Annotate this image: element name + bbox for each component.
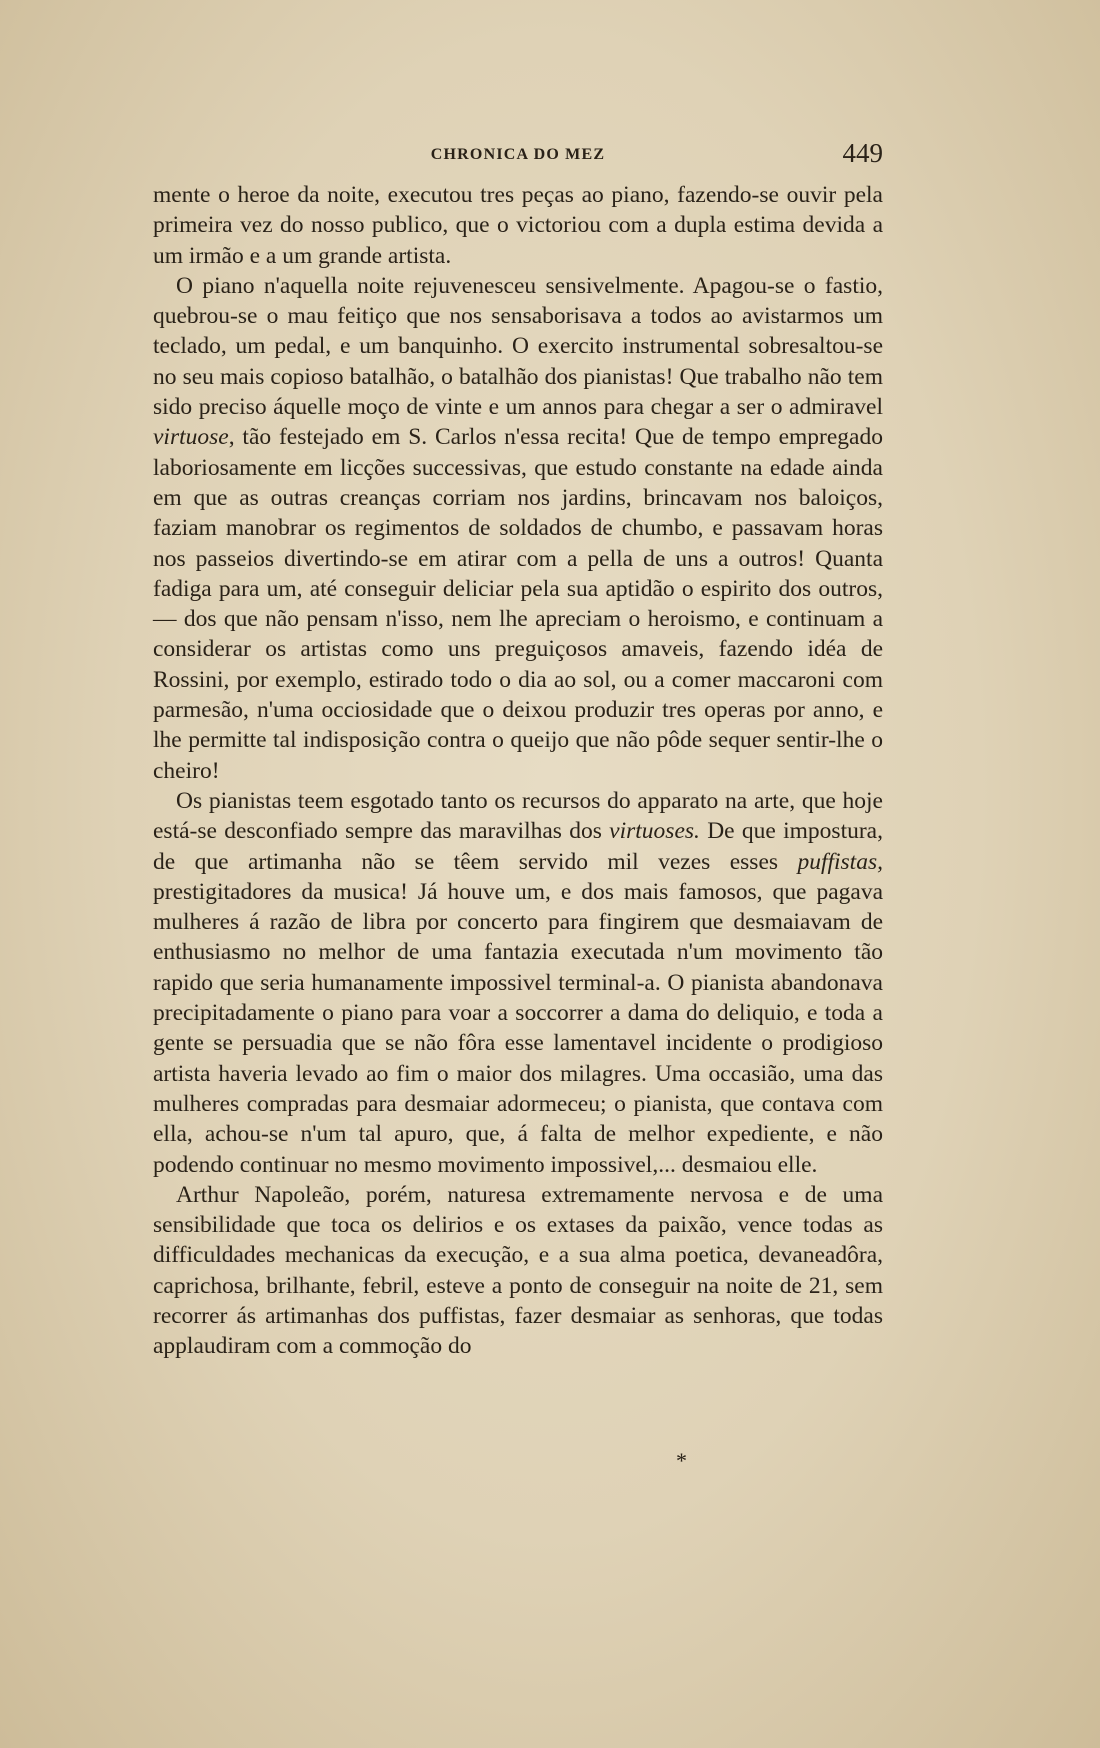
- running-head: [153, 138, 883, 172]
- text-run: prestigitadores da musica! Já houve um, e dos mais famosos, que pagava mulheres á razão de libra por concerto para fingirem que desmaiavam de enthusiasmo no melhor de uma fantazia executada n'um movimento tão rapido que seria humanamente impossivel terminal-a. O pianista abandonava precipitadamente o piano para voar a soccorrer a dama do deliquio, e toda a gente se persuadia que se não fôra esse lamentavel incidente o prodigioso artista haveria levado ao fim o maior dos milagres. Uma occasião, uma das mulheres compradas para desmaiar adormeceu; o pianista, que contava com ella, achou-se n'um tal apuro, que, á falta de melhor expediente, e não podendo continuar no mesmo movimento impossivel,... desmaiou elle.: [153, 878, 883, 1178]
- paragraph: [153, 1180, 883, 1362]
- signature-mark: *: [676, 1448, 687, 1473]
- text-run: , tão festejado em S. Carlos n'essa recita! Que de tempo empregado laboriosamente em licções successivas, que estudo constante na edade ainda em que as outras creanças corriam nos jardins, brincavam nos baloiços, faziam manobrar os regimentos de soldados de chumbo, e passavam horas nos passeios divertindo-se em atirar com a pella de uns a outros! Quanta fadiga para um, até conseguir deliciar pela sua aptidão o espirito dos outros, — dos que não pensam n'isso, nem lhe apreciam o heroismo, e continuam a considerar os artistas como uns preguiçosos amaveis, fazendo idéa de Rossini, por exemplo, estirado todo o dia ao sol, ou a comer maccaroni com parmesão, n'uma occiosidade que o deixou produzir tres operas por anno, e lhe permitte tal indisposição contra o queijo que não pôde sequer sentir-lhe o cheiro!: [153, 424, 883, 784]
- paragraph: [153, 180, 883, 271]
- text-run: O piano n'aquella noite rejuvenesceu sensivelmente. Apagou-se o fastio, quebrou-se o mau feitiço que nos sensaborisava a todos ao avistarmos um teclado, um pedal, e um banquinho. O exercito instrumental sobresaltou-se no seu mais copioso batalhão, o batalhão dos pianistas! Que trabalho não tem sido preciso áquelle moço de vinte e um annos para chegar a ser o admiravel: [153, 272, 883, 421]
- italic-text-run: virtuoses.: [609, 818, 700, 845]
- italic-text-run: puffistas,: [797, 848, 883, 875]
- text-run: Os pianistas teem esgotado tanto os recursos do apparato na arte, que hoje está-se desconfiado sempre das maravilhas dos: [153, 787, 883, 845]
- running-title: CHRONICA DO MEZ: [430, 146, 606, 163]
- text-run: De que impostura, de que artimanha não se têem servido mil vezes esses: [153, 818, 883, 875]
- paragraph: [153, 271, 883, 786]
- paragraph: [153, 786, 883, 1180]
- page-number: 449: [842, 138, 883, 168]
- text-run: mente o heroe da noite, executou tres peças ao piano, fazendo-se ouvir pela primeira vez do nosso publico, que o victoriou com a dupla estima devida a um irmão e a um grande artista.: [153, 182, 883, 269]
- body-text: [153, 180, 883, 1362]
- italic-text-run: virtuose: [153, 424, 229, 451]
- text-run: Arthur Napoleão, porém, naturesa extremamente nervosa e de uma sensibilidade que toca os delirios e os extases da paixão, vence todas as difficuldades mechanicas da execução, e a sua alma poetica, devaneadôra, caprichosa, brilhante, febril, esteve a ponto de conseguir na noite de 21, sem recorrer ás artimanhas dos puffistas, fazer desmaiar as senhoras, que todas applaudiram com a commoção do: [153, 1181, 883, 1360]
